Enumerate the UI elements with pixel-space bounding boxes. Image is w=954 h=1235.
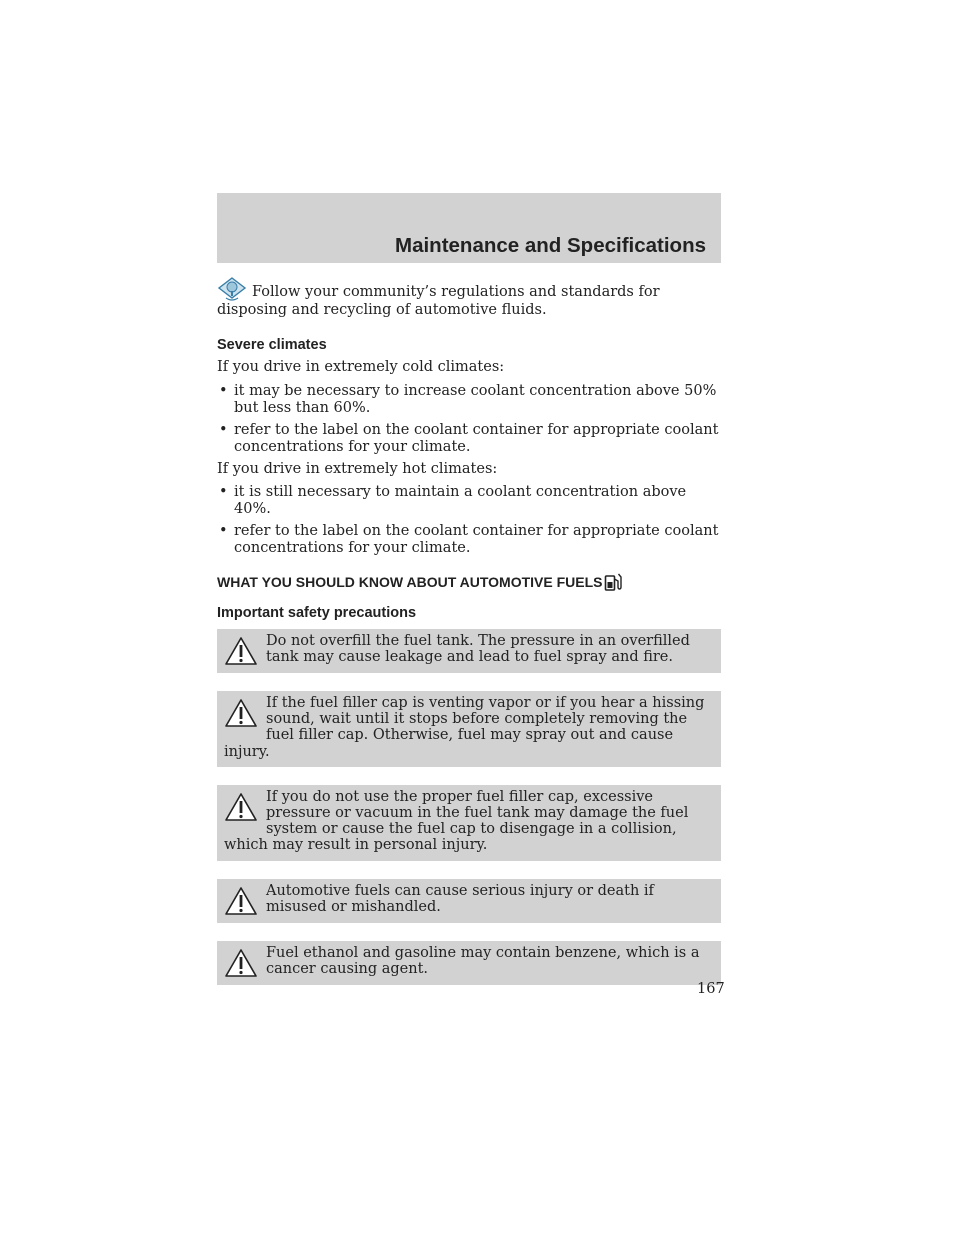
cold-climates-list	[217, 383, 721, 456]
warning-box	[217, 785, 721, 861]
safety-precautions-heading: Important safety precautions	[217, 605, 417, 621]
warning-text: Do not overfill the fuel tank. The pressure in an overfilled tank may cause leakage and lead to fuel spray and fire.	[266, 633, 690, 666]
list-item: • it may be necessary to increase coolant concentration above 50% but less than 60%.	[219, 383, 717, 416]
warnings-list	[217, 629, 721, 985]
header-band	[217, 193, 721, 263]
hot-climates-intro: If you drive in extremely hot climates:	[217, 461, 498, 477]
warning-text: Fuel ethanol and gasoline may contain benzene, which is a cancer causing agent.	[266, 944, 700, 977]
warning-text: If you do not use the proper fuel filler cap, excessive pressure or vacuum in the fuel tank may damage the fuel system or cause the fuel cap to disengage in a collision, which may result in personal injury.	[224, 788, 689, 854]
page-number: 167	[697, 981, 725, 997]
environment-note-text: Follow your community’s regulations and standards for disposing and recycling of automotive fluids.	[217, 284, 660, 318]
recycle-tree-icon	[217, 277, 247, 302]
page-title: Maintenance and Specifications	[395, 234, 706, 257]
severe-climates-heading: Severe climates	[217, 337, 327, 353]
list-item: • refer to the label on the coolant container for appropriate coolant concentrations for your climate.	[219, 422, 719, 455]
list-item: • it is still necessary to maintain a coolant concentration above 40%.	[219, 484, 687, 517]
warning-triangle-icon	[224, 886, 258, 916]
warning-box	[217, 629, 721, 673]
hot-climates-list	[217, 484, 721, 557]
environment-note	[217, 277, 721, 319]
warning-triangle-icon	[224, 636, 258, 666]
warning-triangle-icon	[224, 698, 258, 728]
warning-triangle-icon	[224, 948, 258, 978]
manual-page	[217, 193, 721, 985]
warning-box	[217, 941, 721, 985]
warning-text: If the fuel filler cap is venting vapor or if you hear a hissing sound, wait until it stops before completely removing the fuel filler cap. Otherwise, fuel may spray out and cause injury.	[224, 695, 705, 760]
warning-box	[217, 879, 721, 923]
warning-triangle-icon	[224, 792, 258, 822]
fuel-pump-icon	[604, 572, 622, 592]
automotive-fuels-heading	[217, 572, 721, 592]
warning-text: Automotive fuels can cause serious injury or death if misused or mishandled.	[266, 882, 654, 915]
automotive-fuels-heading-text: WHAT YOU SHOULD KNOW ABOUT AUTOMOTIVE FUELS	[217, 574, 603, 590]
warning-box	[217, 691, 721, 767]
cold-climates-intro: If you drive in extremely cold climates:	[217, 359, 505, 375]
list-item: • refer to the label on the coolant container for appropriate coolant concentrations for your climate.	[219, 523, 719, 556]
